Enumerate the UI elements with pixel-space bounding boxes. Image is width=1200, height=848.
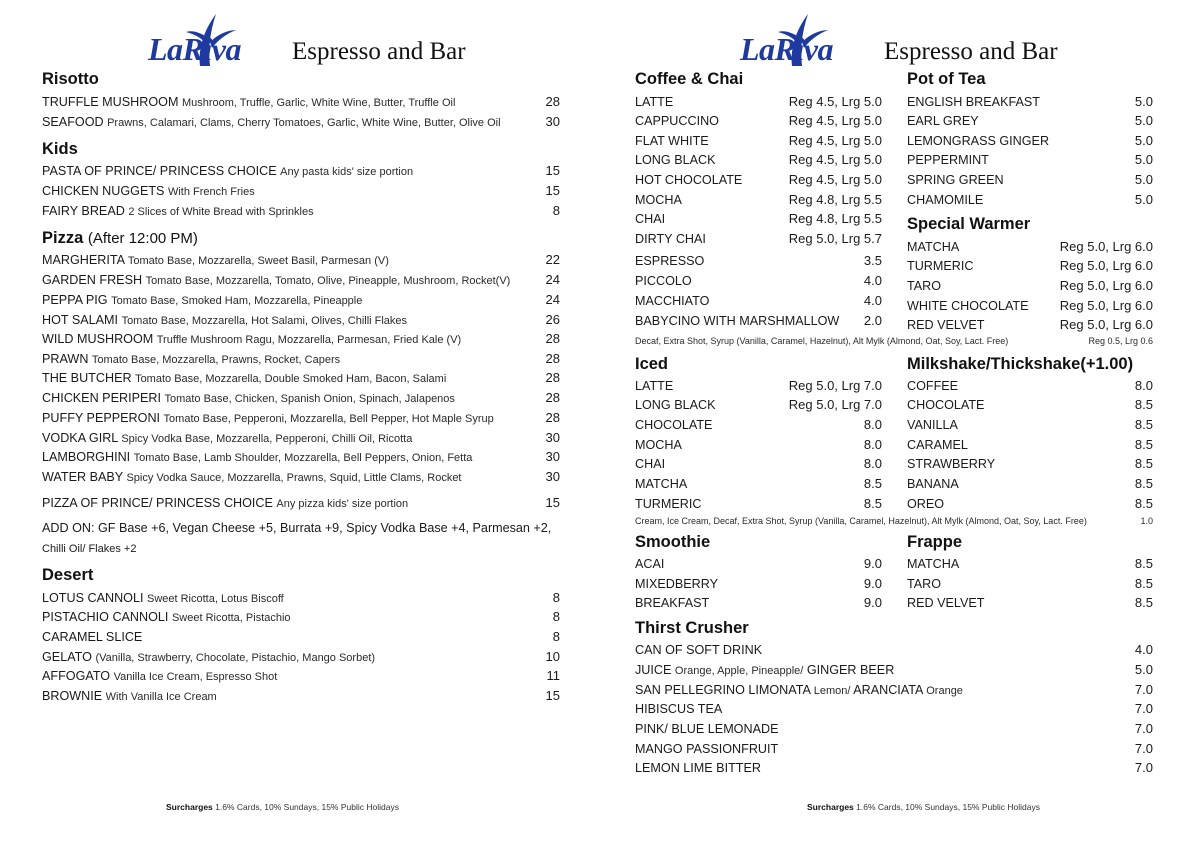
menu-item: LATTE Reg 5.0, Lrg 7.0 [635, 378, 882, 393]
section-title-kids: Kids [42, 140, 78, 158]
section-title-frappe: Frappe [907, 533, 963, 551]
menu-item: JUICE Orange, Apple, Pineapple/ GINGER BEER 5.0 [635, 662, 1153, 677]
menu-item: GARDEN FRESH Tomato Base, Mozzarella, Tomato, Olive, Pineapple, Mushroom, Rocket(V) 24 [42, 272, 560, 287]
logo-text: LaRiva [148, 31, 241, 67]
menu-item: BROWNIE With Vanilla Ice Cream 15 [42, 688, 560, 703]
section-title-milkshake: Milkshake/Thickshake(+1.00) [907, 355, 1134, 373]
menu-item: ACAI 9.0 [635, 556, 882, 571]
menu-item: TURMERIC Reg 5.0, Lrg 6.0 [907, 258, 1153, 273]
menu-item: PICCOLO 4.0 [635, 273, 882, 288]
brand-header [740, 4, 1058, 70]
menu-item: PASTA OF PRINCE/ PRINCESS CHOICE Any pasta kids' size portion 15 [42, 163, 560, 178]
menu-item: EARL GREY 5.0 [907, 113, 1153, 128]
section-title-tea: Pot of Tea [907, 70, 986, 88]
menu-item: VANILLA 8.5 [907, 417, 1153, 432]
section-title-warmer: Special Warmer [907, 215, 1031, 233]
menu-item: CAPPUCCINO Reg 4.5, Lrg 5.0 [635, 113, 882, 128]
menu-item: PINK/ BLUE LEMONADE 7.0 [635, 721, 1153, 736]
menu-item: CHICKEN PERIPERI Tomato Base, Chicken, Spanish Onion, Spinach, Jalapenos 28 [42, 390, 560, 405]
section-title-coffee: Coffee & Chai [635, 70, 744, 88]
menu-item: MIXEDBERRY 9.0 [635, 576, 882, 591]
menu-item: CHAMOMILE 5.0 [907, 192, 1153, 207]
menu-item: MARGHERITA Tomato Base, Mozzarella, Sweet Basil, Parmesan (V) 22 [42, 252, 560, 267]
menu-item: SPRING GREEN 5.0 [907, 172, 1153, 187]
menu-item: MATCHA 8.5 [635, 476, 882, 491]
section-title-iced: Iced [635, 355, 669, 373]
section-title-pizza: Pizza (After 12:00 PM) [42, 229, 198, 247]
menu-item: CHAI Reg 4.8, Lrg 5.5 [635, 211, 882, 226]
menu-item: CHICKEN NUGGETS With French Fries 15 [42, 183, 560, 198]
menu-item: TARO 8.5 [907, 576, 1153, 591]
menu-item: TARO Reg 5.0, Lrg 6.0 [907, 278, 1153, 293]
menu-item: CHOCOLATE 8.5 [907, 397, 1153, 412]
menu-item: VODKA GIRL Spicy Vodka Base, Mozzarella, Pepperoni, Chilli Oil, Ricotta 30 [42, 430, 560, 445]
menu-item: LONG BLACK Reg 4.5, Lrg 5.0 [635, 152, 882, 167]
menu-item: PEPPERMINT 5.0 [907, 152, 1153, 167]
menu-item: SAN PELLEGRINO LIMONATA Lemon/ ARANCIATA Orange 7.0 [635, 682, 1153, 697]
menu-item: ENGLISH BREAKFAST 5.0 [907, 94, 1153, 109]
menu-item: WHITE CHOCOLATE Reg 5.0, Lrg 6.0 [907, 298, 1153, 313]
menu-item: HIBISCUS TEA 7.0 [635, 701, 1153, 716]
menu-item: STRAWBERRY 8.5 [907, 456, 1153, 471]
menu-item: PRAWN Tomato Base, Mozzarella, Prawns, Rocket, Capers 28 [42, 351, 560, 366]
brand-header [148, 4, 466, 70]
menu-item: PEPPA PIG Tomato Base, Smoked Ham, Mozzarella, Pineapple 24 [42, 292, 560, 307]
logo-text: LaRiva [740, 31, 833, 67]
tagline: Espresso and Bar [884, 38, 1058, 65]
tagline: Espresso and Bar [292, 38, 466, 65]
section-title-desert: Desert [42, 566, 94, 584]
menu-item: LEMON LIME BITTER 7.0 [635, 760, 1153, 775]
menu-item: PIZZA OF PRINCE/ PRINCESS CHOICE Any pizza kids' size portion 15 [42, 495, 560, 510]
section-title-thirst: Thirst Crusher [635, 619, 749, 637]
menu-item: MANGO PASSIONFRUIT 7.0 [635, 741, 1153, 756]
menu-item: WATER BABY Spicy Vodka Sauce, Mozzarella, Prawns, Squid, Little Clams, Rocket 30 [42, 469, 560, 484]
menu-item: CHAI 8.0 [635, 456, 882, 471]
menu-item: GELATO (Vanilla, Strawberry, Chocolate, Pistachio, Mango Sorbet) 10 [42, 649, 560, 664]
menu-item: RED VELVET 8.5 [907, 595, 1153, 610]
menu-item: HOT CHOCOLATE Reg 4.5, Lrg 5.0 [635, 172, 882, 187]
menu-item: BANANA 8.5 [907, 476, 1153, 491]
menu-item: THE BUTCHER Tomato Base, Mozzarella, Double Smoked Ham, Bacon, Salami 28 [42, 370, 560, 385]
menu-item: TRUFFLE MUSHROOM Mushroom, Truffle, Garlic, White Wine, Butter, Truffle Oil 28 [42, 94, 560, 109]
menu-item: FAIRY BREAD 2 Slices of White Bread with Sprinkles 8 [42, 203, 560, 218]
menu-item: LOTUS CANNOLI Sweet Ricotta, Lotus Biscoff 8 [42, 590, 560, 605]
menu-item: RED VELVET Reg 5.0, Lrg 6.0 [907, 317, 1153, 332]
menu-item: MATCHA Reg 5.0, Lrg 6.0 [907, 239, 1153, 254]
menu-item: OREO 8.5 [907, 496, 1153, 511]
menu-item: MATCHA 8.5 [907, 556, 1153, 571]
section-title-smoothie: Smoothie [635, 533, 711, 551]
menu-item: LONG BLACK Reg 5.0, Lrg 7.0 [635, 397, 882, 412]
lariva-logo [740, 8, 868, 70]
section-title-risotto: Risotto [42, 70, 99, 88]
menu-item: FLAT WHITE Reg 4.5, Lrg 5.0 [635, 133, 882, 148]
menu-item: MOCHA Reg 4.8, Lrg 5.5 [635, 192, 882, 207]
menu-item: COFFEE 8.0 [907, 378, 1153, 393]
drinks-menu-page [600, 0, 1200, 848]
iced-extras-note: Cream, Ice Cream, Decaf, Extra Shot, Syrup (Vanilla, Caramel, Hazelnut), Alt Mylk (Almond, Oat, Soy, Lact. Free) 1.0 [635, 516, 1153, 526]
menu-item: LATTE Reg 4.5, Lrg 5.0 [635, 94, 882, 109]
menu-item: PISTACHIO CANNOLI Sweet Ricotta, Pistachio 8 [42, 609, 560, 624]
menu-item: CHOCOLATE 8.0 [635, 417, 882, 432]
menu-item: CARAMEL SLICE 8 [42, 629, 560, 644]
coffee-extras-note: Decaf, Extra Shot, Syrup (Vanilla, Caramel, Hazelnut), Alt Mylk (Almond, Oat, Soy, Lact. Free) Reg 0.5, Lrg 0.6 [635, 336, 1153, 346]
menu-item: PUFFY PEPPERONI Tomato Base, Pepperoni, Mozzarella, Bell Pepper, Hot Maple Syrup 28 [42, 410, 560, 425]
menu-item: CAN OF SOFT DRINK 4.0 [635, 642, 1153, 657]
surcharge-note: Surcharges 1.6% Cards, 10% Sundays, 15% Public Holidays [166, 802, 399, 812]
pizza-addons: ADD ON: GF Base +6, Vegan Cheese +5, Burrata +9, Spicy Vodka Base +4, Parmesan +2, Chilli Oil/ Flakes +2 [42, 521, 552, 555]
menu-item: LEMONGRASS GINGER 5.0 [907, 133, 1153, 148]
menu-item: LAMBORGHINI Tomato Base, Lamb Shoulder, Mozzarella, Bell Peppers, Onion, Fetta 30 [42, 449, 560, 464]
menu-item: ESPRESSO 3.5 [635, 253, 882, 268]
menu-item: MACCHIATO 4.0 [635, 293, 882, 308]
menu-item: CARAMEL 8.5 [907, 437, 1153, 452]
menu-item: BREAKFAST 9.0 [635, 595, 882, 610]
menu-item: SEAFOOD Prawns, Calamari, Clams, Cherry Tomatoes, Garlic, White Wine, Butter, Olive Oil 30 [42, 114, 560, 129]
menu-item: WILD MUSHROOM Truffle Mushroom Ragu, Mozzarella, Parmesan, Fried Kale (V) 28 [42, 331, 560, 346]
menu-item: HOT SALAMI Tomato Base, Mozzarella, Hot Salami, Olives, Chilli Flakes 26 [42, 312, 560, 327]
lariva-logo [148, 8, 276, 70]
surcharge-note: Surcharges 1.6% Cards, 10% Sundays, 15% Public Holidays [807, 802, 1040, 812]
menu-item: MOCHA 8.0 [635, 437, 882, 452]
menu-item: TURMERIC 8.5 [635, 496, 882, 511]
menu-item: DIRTY CHAI Reg 5.0, Lrg 5.7 [635, 231, 882, 246]
menu-item: AFFOGATO Vanilla Ice Cream, Espresso Shot 11 [42, 668, 560, 683]
menu-item: BABYCINO WITH MARSHMALLOW 2.0 [635, 313, 882, 328]
